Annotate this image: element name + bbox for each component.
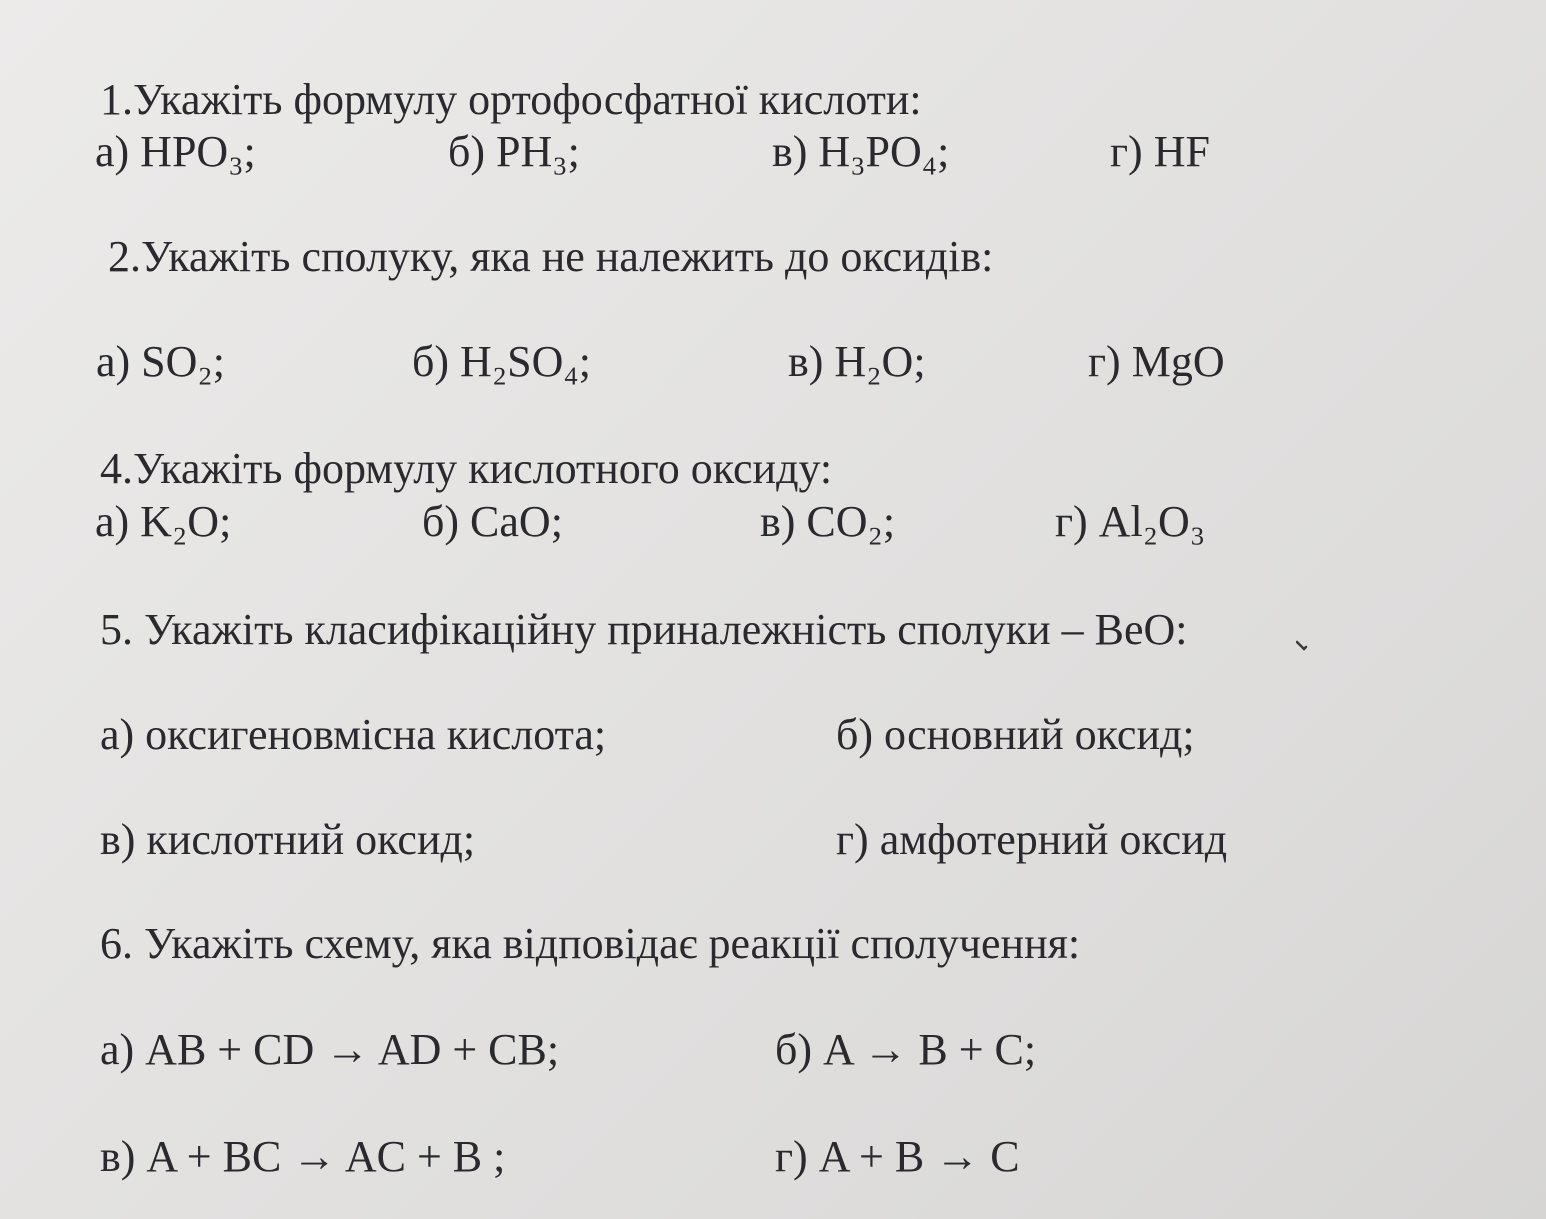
- question-4-option-a: а) K₂O;: [95, 497, 232, 546]
- question-4-option-b: б) CaO;: [422, 497, 563, 546]
- question-5-option-d: г) амфотерний оксид: [836, 815, 1228, 864]
- question-6-option-b: б) A → B + C;: [775, 1025, 1037, 1074]
- question-5-option-a: а) оксигеновмісна кислота;: [100, 710, 607, 759]
- question-2-option-c: в) H₂O;: [788, 337, 926, 386]
- question-2-option-d: г) MgO: [1088, 337, 1225, 386]
- question-2-option-b: б) H₂SO₄;: [412, 337, 591, 386]
- question-5-text: 5. Укажіть класифікаційну приналежність сполуки – BeO:: [100, 605, 1188, 654]
- question-6-option-d: г) A + B → C: [775, 1132, 1020, 1181]
- question-2-text: 2.Укажіть сполуку, яка не належить до оксидів:: [108, 232, 994, 281]
- question-1-option-d: г) HF: [1110, 127, 1210, 176]
- question-4-option-c: в) CO₂;: [760, 497, 896, 546]
- question-1-option-b: б) PH₃;: [448, 127, 580, 176]
- question-6-text: 6. Укажіть схему, яка відповідає реакції сполучення:: [100, 919, 1081, 968]
- question-4-option-d: г) Al₂O₃: [1055, 497, 1206, 546]
- question-4-text: 4.Укажіть формулу кислотного оксиду:: [100, 444, 833, 493]
- question-6-option-c: в) A + BC → AC + B ;: [100, 1132, 506, 1181]
- question-1-option-c: в) H₃PO₄;: [772, 127, 950, 176]
- question-1-text: 1.Укажіть формулу ортофосфатної кислоти:: [100, 75, 922, 124]
- pen-mark: [1296, 640, 1308, 652]
- question-5-option-b: б) основний оксид;: [836, 710, 1195, 759]
- question-2-option-a: а) SO₂;: [96, 337, 225, 386]
- question-5-option-c: в) кислотний оксид;: [100, 815, 476, 864]
- question-1-option-a: а) HPO₃;: [95, 127, 256, 176]
- question-6-option-a: а) AB + CD → AD + CB;: [100, 1025, 560, 1074]
